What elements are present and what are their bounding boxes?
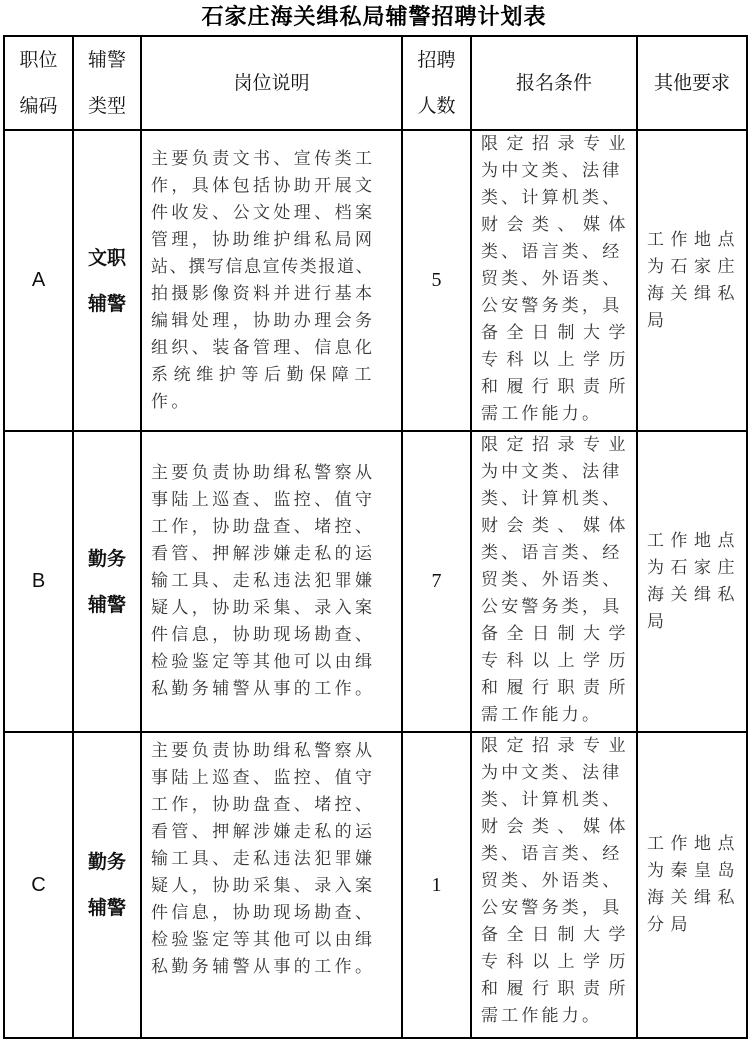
conditions-line: 贸类、外语类、 bbox=[481, 269, 623, 289]
conditions-line: 专科以上学历 bbox=[481, 350, 634, 370]
other-line: 为秦皇岛 bbox=[647, 861, 741, 881]
job-description bbox=[141, 732, 402, 1038]
header-headcount-line2: 人数 bbox=[417, 95, 456, 117]
conditions-line: 类、计算机类、 bbox=[481, 790, 623, 810]
auxiliary-type-line: 文职 bbox=[87, 246, 126, 269]
description-line: 站、撰写信息宣传类报道、 bbox=[151, 256, 375, 277]
header-auxiliary-type-line2: 类型 bbox=[87, 95, 126, 117]
conditions-line: 贸类、外语类、 bbox=[481, 570, 623, 590]
description-line: 检验鉴定等其他可以由缉 bbox=[151, 930, 376, 950]
position-code: B bbox=[4, 431, 73, 732]
page-title: 石家庄海关缉私局辅警招聘计划表 bbox=[201, 4, 547, 30]
auxiliary-type-line: 辅警 bbox=[87, 593, 126, 616]
recruitment-plan-table bbox=[3, 35, 748, 1039]
description-line: 管理，协助维护缉私局网 bbox=[151, 229, 376, 250]
other-requirements bbox=[637, 732, 747, 1038]
header-row bbox=[4, 36, 747, 130]
description-line: 系统维护等后勤保障工 bbox=[151, 364, 377, 385]
other-line: 海关缉私 bbox=[647, 584, 741, 605]
conditions-line: 和履行职责所 bbox=[481, 979, 634, 999]
conditions-line: 专科以上学历 bbox=[481, 651, 634, 671]
auxiliary-type-line: 辅警 bbox=[87, 897, 126, 919]
conditions-line: 为中文类、法律 bbox=[481, 462, 623, 482]
auxiliary-type-line: 勤务 bbox=[87, 851, 126, 873]
description-line: 工作，协助盘查、堵控、 bbox=[151, 517, 376, 537]
other-line: 分局 bbox=[647, 915, 694, 935]
auxiliary-type bbox=[73, 431, 141, 732]
header-job-description: 岗位说明 bbox=[141, 36, 402, 130]
conditions-line: 财会类、媒体 bbox=[481, 817, 634, 837]
description-line: 组织、装备管理、信息化 bbox=[151, 337, 376, 358]
conditions-line: 需工作能力。 bbox=[481, 705, 603, 725]
header-headcount bbox=[402, 36, 471, 130]
table-row bbox=[4, 130, 747, 431]
conditions-line: 备全日制大学 bbox=[481, 624, 634, 644]
conditions-line: 限定招录专业 bbox=[481, 736, 634, 756]
conditions-line: 限定招录专业 bbox=[481, 435, 634, 455]
conditions-line: 公安警务类，具 bbox=[481, 296, 623, 316]
other-line: 局 bbox=[647, 310, 671, 331]
auxiliary-type-line: 辅警 bbox=[87, 292, 126, 315]
description-line: 疑人，协助采集、录入案 bbox=[151, 598, 376, 618]
description-line: 私勤务辅警从事的工作。 bbox=[151, 957, 376, 977]
conditions-line: 备全日制大学 bbox=[481, 925, 634, 945]
header-headcount-line1: 招聘 bbox=[417, 49, 456, 71]
description-line: 事陆上巡查、监控、值守 bbox=[151, 490, 376, 510]
description-line: 作。 bbox=[151, 391, 192, 412]
auxiliary-type-line: 勤务 bbox=[87, 547, 126, 570]
description-line: 拍摄影像资料并进行基本 bbox=[151, 283, 376, 304]
conditions-line: 类、计算机类、 bbox=[481, 489, 623, 509]
conditions-line: 类、计算机类、 bbox=[481, 188, 623, 208]
header-position-code bbox=[4, 36, 73, 130]
application-conditions bbox=[471, 130, 637, 431]
conditions-line: 类、语言类、经 bbox=[481, 844, 623, 864]
other-line: 工作地点 bbox=[647, 834, 741, 854]
description-line: 件信息，协助现场勘查、 bbox=[151, 903, 376, 923]
description-line: 件收发、公文处理、档案 bbox=[151, 202, 376, 223]
table-row bbox=[4, 732, 747, 1038]
other-line: 工作地点 bbox=[647, 229, 741, 250]
conditions-line: 专科以上学历 bbox=[481, 952, 634, 972]
conditions-line: 和履行职责所 bbox=[481, 377, 634, 397]
job-description bbox=[141, 130, 402, 431]
description-line: 看管、押解涉嫌走私的运 bbox=[151, 822, 376, 842]
conditions-line: 公安警务类，具 bbox=[481, 898, 623, 918]
description-line: 事陆上巡查、监控、值守 bbox=[151, 768, 376, 788]
conditions-line: 需工作能力。 bbox=[481, 1006, 603, 1026]
description-line: 主要负责协助缉私警察从 bbox=[151, 463, 376, 483]
conditions-line: 为中文类、法律 bbox=[481, 763, 623, 783]
conditions-line: 贸类、外语类、 bbox=[481, 871, 623, 891]
other-line: 为石家庄 bbox=[647, 256, 741, 277]
header-auxiliary-type-line1: 辅警 bbox=[87, 49, 126, 71]
conditions-line: 类、语言类、经 bbox=[481, 242, 623, 262]
auxiliary-type bbox=[73, 732, 141, 1038]
conditions-line: 财会类、媒体 bbox=[481, 215, 634, 235]
conditions-line: 为中文类、法律 bbox=[481, 161, 623, 181]
other-line: 为石家庄 bbox=[647, 557, 741, 578]
conditions-line: 和履行职责所 bbox=[481, 678, 634, 698]
description-line: 编辑处理，协助办理会务 bbox=[151, 310, 376, 331]
description-line: 检验鉴定等其他可以由缉 bbox=[151, 652, 376, 672]
conditions-line: 公安警务类，具 bbox=[481, 597, 623, 617]
table-row bbox=[4, 431, 747, 732]
description-line: 作，具体包括协助开展文 bbox=[151, 175, 376, 196]
conditions-line: 备全日制大学 bbox=[481, 323, 634, 343]
conditions-line: 财会类、媒体 bbox=[481, 516, 634, 536]
conditions-line: 类、语言类、经 bbox=[481, 543, 623, 563]
description-line: 件信息，协助现场勘查、 bbox=[151, 625, 376, 645]
description-line: 私勤务辅警从事的工作。 bbox=[151, 679, 376, 699]
other-requirements bbox=[637, 130, 747, 431]
other-requirements bbox=[637, 431, 747, 732]
header-position-code-line2: 编码 bbox=[19, 95, 58, 117]
headcount: 7 bbox=[402, 431, 471, 732]
header-position-code-line1: 职位 bbox=[19, 49, 58, 71]
other-line: 工作地点 bbox=[647, 530, 741, 551]
auxiliary-type bbox=[73, 130, 141, 431]
other-line: 海关缉私 bbox=[647, 888, 741, 908]
description-line: 主要负责协助缉私警察从 bbox=[151, 741, 376, 761]
description-line: 输工具、走私违法犯罪嫌 bbox=[151, 571, 376, 591]
other-line: 局 bbox=[647, 611, 671, 632]
other-line: 海关缉私 bbox=[647, 283, 741, 304]
job-description bbox=[141, 431, 402, 732]
position-code: A bbox=[4, 130, 73, 431]
application-conditions bbox=[471, 732, 637, 1038]
description-line: 主要负责文书、宣传类工 bbox=[151, 148, 376, 169]
headcount: 5 bbox=[402, 130, 471, 431]
header-other-requirements: 其他要求 bbox=[637, 36, 747, 130]
conditions-line: 需工作能力。 bbox=[481, 404, 603, 424]
header-application-conditions: 报名条件 bbox=[471, 36, 637, 130]
description-line: 疑人，协助采集、录入案 bbox=[151, 876, 376, 896]
application-conditions bbox=[471, 431, 637, 732]
position-code: C bbox=[4, 732, 73, 1038]
description-line: 看管、押解涉嫌走私的运 bbox=[151, 544, 376, 564]
description-line: 输工具、走私违法犯罪嫌 bbox=[151, 849, 376, 869]
description-line: 工作，协助盘查、堵控、 bbox=[151, 795, 376, 815]
conditions-line: 限定招录专业 bbox=[481, 134, 634, 154]
headcount: 1 bbox=[402, 732, 471, 1038]
header-auxiliary-type bbox=[73, 36, 141, 130]
